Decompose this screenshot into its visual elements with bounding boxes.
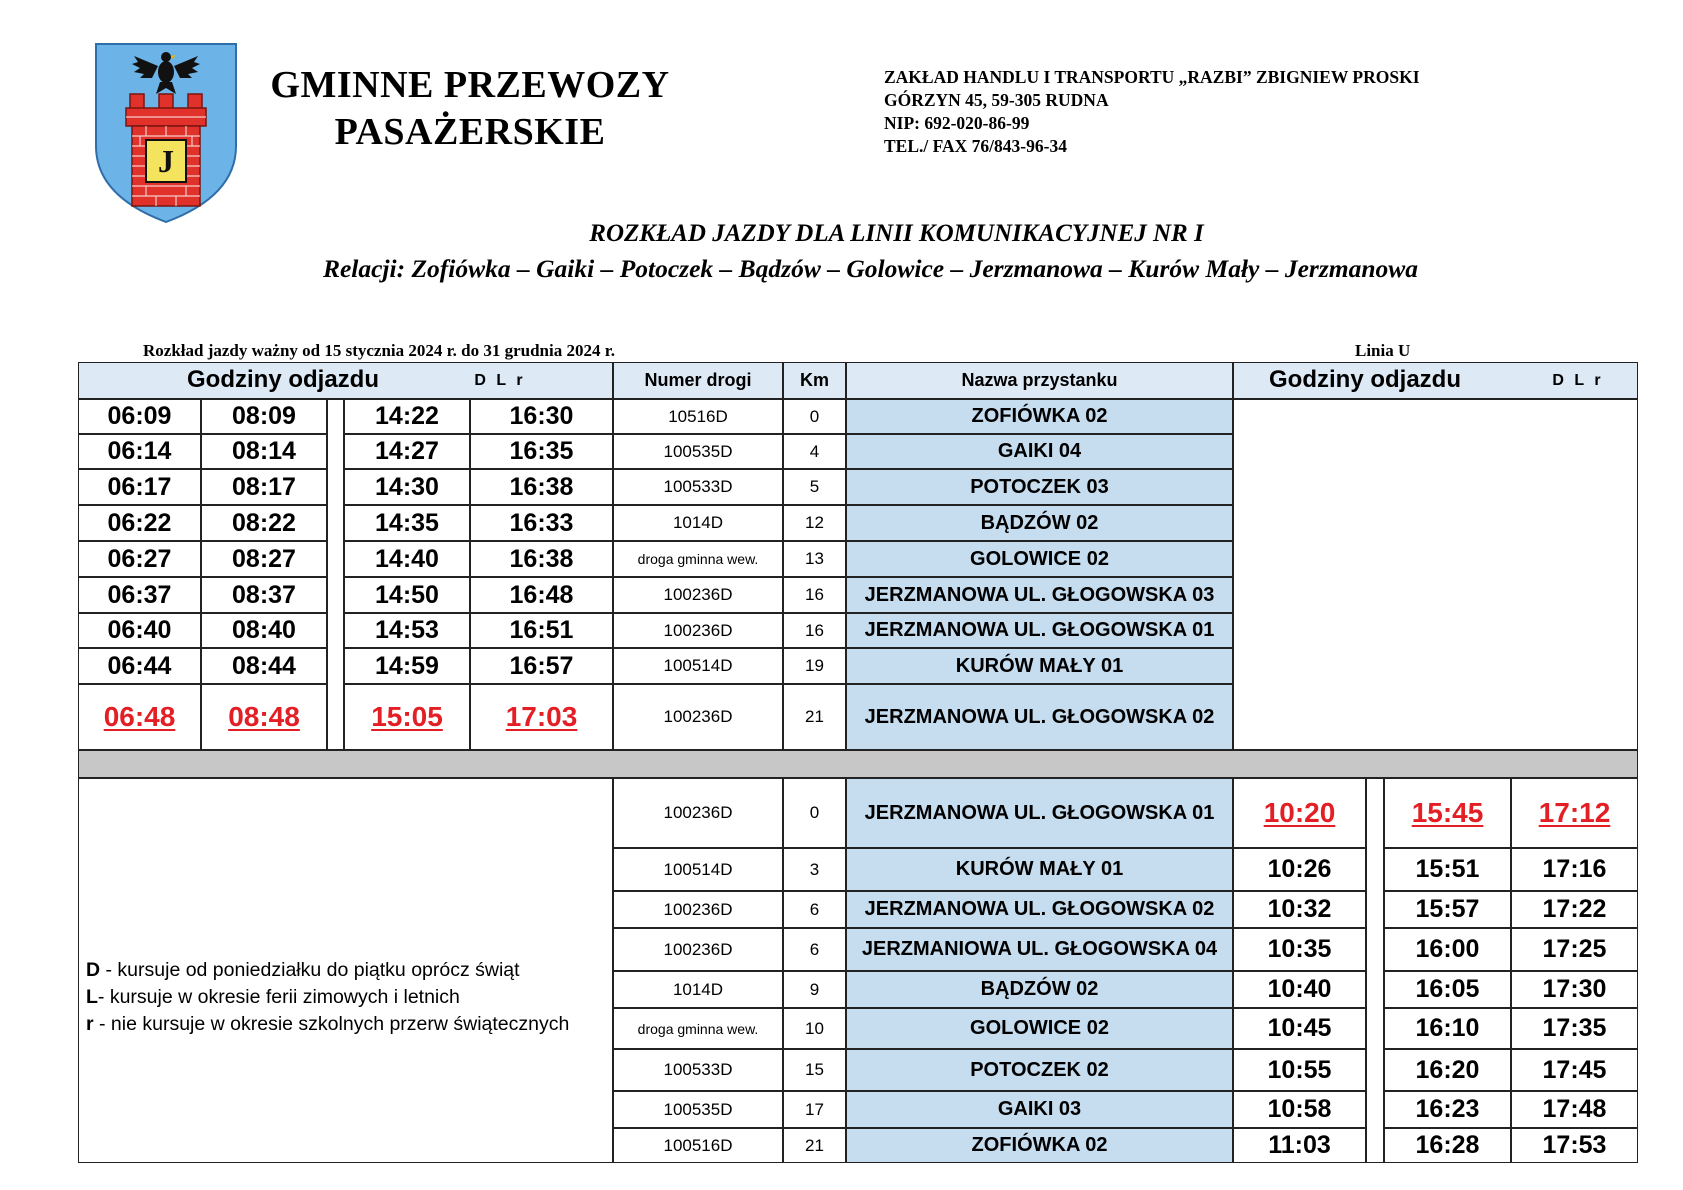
road-number: 100236D	[613, 928, 783, 971]
km-value: 19	[783, 648, 846, 684]
departure-time: 16:35	[470, 434, 613, 469]
road-number: 1014D	[613, 971, 783, 1008]
company-info	[884, 66, 1420, 158]
road-number: 100236D	[613, 684, 783, 750]
road-number: 100533D	[613, 469, 783, 505]
departure-time: 08:44	[201, 648, 327, 684]
legend-key: L	[86, 986, 98, 1008]
km-value: 4	[783, 434, 846, 469]
road-number: 100533D	[613, 1049, 783, 1091]
stop-name: JERZMANIOWA UL. GŁOGOWSKA 04	[846, 928, 1233, 971]
km-value: 13	[783, 541, 846, 577]
company-line: ZAKŁAD HANDLU I TRANSPORTU „RAZBI” ZBIGNIEW PROSKI	[884, 67, 1420, 87]
legend-text: - kursuje w okresie ferii zimowych i letnich	[97, 986, 460, 1008]
stop-name: ZOFIÓWKA 02	[846, 399, 1233, 434]
departure-time: 08:48	[201, 684, 327, 750]
departure-time: 17:48	[1511, 1091, 1638, 1128]
route-relation: Relacji: Zofiówka – Gaiki – Potoczek – Bądzów – Golowice – Jerzmanowa – Kurów Mały – Jerzmanowa	[322, 254, 1419, 283]
road-number: 100236D	[613, 577, 783, 613]
departure-time: 10:20	[1233, 778, 1366, 848]
road-number: 100236D	[613, 778, 783, 848]
road-number: 100514D	[613, 848, 783, 891]
section-separator	[78, 750, 1638, 778]
departure-time: 10:58	[1233, 1091, 1366, 1128]
legend-item	[86, 1011, 569, 1038]
road-number: 100236D	[613, 613, 783, 648]
departure-time: 06:44	[78, 648, 201, 684]
departure-time: 16:28	[1384, 1128, 1511, 1163]
stop-name: JERZMANOWA UL. GŁOGOWSKA 03	[846, 577, 1233, 613]
departure-time: 16:51	[470, 613, 613, 648]
km-value: 17	[783, 1091, 846, 1128]
departure-time: 08:37	[201, 577, 327, 613]
departure-time: 06:09	[78, 399, 201, 434]
legend-item	[86, 984, 569, 1011]
departure-time: 16:30	[470, 399, 613, 434]
org-title	[250, 62, 690, 156]
svg-text:J: J	[158, 143, 174, 179]
road-number: 100516D	[613, 1128, 783, 1163]
departure-time: 17:12	[1511, 778, 1638, 848]
departure-time: 16:10	[1384, 1008, 1511, 1049]
road-number: 100535D	[613, 1091, 783, 1128]
road-number: droga gminna wew.	[613, 541, 783, 577]
company-line: NIP: 692-020-86-99	[884, 113, 1030, 133]
km-value: 3	[783, 848, 846, 891]
departure-time: 10:32	[1233, 891, 1366, 928]
schedule-title: ROZKŁAD JAZDY DLA LINII KOMUNIKACYJNEJ NR I	[589, 220, 1204, 247]
departure-time: 08:22	[201, 505, 327, 541]
departure-time: 15:51	[1384, 848, 1511, 891]
departure-time: 17:35	[1511, 1008, 1638, 1049]
stop-name: JERZMANOWA UL. GŁOGOWSKA 02	[846, 891, 1233, 928]
km-value: 0	[783, 399, 846, 434]
km-value: 21	[783, 684, 846, 750]
departure-time: 06:48	[78, 684, 201, 750]
departure-time: 16:38	[470, 541, 613, 577]
departure-time: 17:22	[1511, 891, 1638, 928]
empty-return-area	[1233, 399, 1638, 750]
departure-time: 08:27	[201, 541, 327, 577]
departure-time: 15:57	[1384, 891, 1511, 928]
legend-text: - kursuje od poniedziałku do piątku oprócz świąt	[100, 959, 520, 981]
km-value: 12	[783, 505, 846, 541]
stop-name: BĄDZÓW 02	[846, 505, 1233, 541]
departure-time: 14:27	[344, 434, 470, 469]
departure-time: 17:03	[470, 684, 613, 750]
stop-name: BĄDZÓW 02	[846, 971, 1233, 1008]
legend-key: D	[86, 959, 101, 981]
km-value: 0	[783, 778, 846, 848]
validity-period: Rozkład jazdy ważny od 15 stycznia 2024 r. do 31 grudnia 2024 r.	[143, 341, 615, 360]
departure-time: 14:35	[344, 505, 470, 541]
km-value: 15	[783, 1049, 846, 1091]
departure-time: 16:57	[470, 648, 613, 684]
departure-time: 10:40	[1233, 971, 1366, 1008]
departure-time: 14:53	[344, 613, 470, 648]
departure-time: 17:53	[1511, 1128, 1638, 1163]
departure-time: 06:22	[78, 505, 201, 541]
departure-time: 16:00	[1384, 928, 1511, 971]
stop-name: GOLOWICE 02	[846, 1008, 1233, 1049]
departure-time: 10:45	[1233, 1008, 1366, 1049]
stop-name: KURÓW MAŁY 01	[846, 648, 1233, 684]
header-road-number: Numer drogi	[613, 362, 783, 399]
departure-time: 15:45	[1384, 778, 1511, 848]
departure-time: 14:22	[344, 399, 470, 434]
departure-time: 17:30	[1511, 971, 1638, 1008]
departure-time: 16:20	[1384, 1049, 1511, 1091]
departure-time: 17:25	[1511, 928, 1638, 971]
departure-time: 06:37	[78, 577, 201, 613]
column-spacer	[1366, 778, 1384, 1163]
header-dlr-left: D L r	[474, 372, 526, 389]
header-km: Km	[783, 362, 846, 399]
km-value: 16	[783, 613, 846, 648]
stop-name: KURÓW MAŁY 01	[846, 848, 1233, 891]
legend-text: - nie kursuje w okresie szkolnych przerw świątecznych	[93, 1013, 570, 1035]
km-value: 6	[783, 928, 846, 971]
km-value: 5	[783, 469, 846, 505]
departure-time: 08:09	[201, 399, 327, 434]
legend-item	[86, 957, 569, 984]
road-number: 100535D	[613, 434, 783, 469]
header-departures-right-label: Godziny odjazdu	[1269, 366, 1461, 393]
departure-time: 17:45	[1511, 1049, 1638, 1091]
road-number: 100514D	[613, 648, 783, 684]
departure-time: 14:50	[344, 577, 470, 613]
line-label: Linia U	[1355, 341, 1411, 360]
departure-time: 06:27	[78, 541, 201, 577]
departure-time: 10:26	[1233, 848, 1366, 891]
stop-name: GOLOWICE 02	[846, 541, 1233, 577]
stop-name: POTOCZEK 03	[846, 469, 1233, 505]
stop-name: JERZMANOWA UL. GŁOGOWSKA 01	[846, 778, 1233, 848]
departure-time: 11:03	[1233, 1128, 1366, 1163]
stop-name: GAIKI 03	[846, 1091, 1233, 1128]
municipal-crest-logo	[94, 42, 238, 224]
departure-time: 16:05	[1384, 971, 1511, 1008]
road-number: 10516D	[613, 399, 783, 434]
km-value: 21	[783, 1128, 846, 1163]
departure-time: 08:17	[201, 469, 327, 505]
header-departures-left-label: Godziny odjazdu	[187, 366, 379, 393]
departure-time: 17:16	[1511, 848, 1638, 891]
company-line: GÓRZYN 45, 59-305 RUDNA	[884, 90, 1109, 110]
departure-time: 15:05	[344, 684, 470, 750]
stop-name: GAIKI 04	[846, 434, 1233, 469]
departure-time: 10:55	[1233, 1049, 1366, 1091]
header-dlr-right: D L r	[1552, 372, 1604, 389]
departure-time: 06:14	[78, 434, 201, 469]
stop-name: ZOFIÓWKA 02	[846, 1128, 1233, 1163]
org-title-line1: GMINNE PRZEWOZY	[270, 64, 670, 106]
stop-name: JERZMANOWA UL. GŁOGOWSKA 01	[846, 613, 1233, 648]
km-value: 6	[783, 891, 846, 928]
departure-time: 14:30	[344, 469, 470, 505]
km-value: 10	[783, 1008, 846, 1049]
departure-time: 14:40	[344, 541, 470, 577]
company-line: TEL./ FAX 76/843-96-34	[884, 136, 1067, 156]
stop-name: JERZMANOWA UL. GŁOGOWSKA 02	[846, 684, 1233, 750]
departure-time: 06:17	[78, 469, 201, 505]
legend	[86, 957, 569, 1038]
departure-time: 08:40	[201, 613, 327, 648]
departure-time: 16:48	[470, 577, 613, 613]
road-number: 1014D	[613, 505, 783, 541]
km-value: 16	[783, 577, 846, 613]
road-number: droga gminna wew.	[613, 1008, 783, 1049]
departure-time: 16:33	[470, 505, 613, 541]
departure-time: 16:38	[470, 469, 613, 505]
km-value: 9	[783, 971, 846, 1008]
departure-time: 10:35	[1233, 928, 1366, 971]
legend-key: r	[86, 1013, 94, 1035]
header-stop-name: Nazwa przystanku	[846, 362, 1233, 399]
departure-time: 14:59	[344, 648, 470, 684]
departure-time: 08:14	[201, 434, 327, 469]
road-number: 100236D	[613, 891, 783, 928]
column-spacer	[327, 399, 344, 750]
stop-name: POTOCZEK 02	[846, 1049, 1233, 1091]
org-title-line2: PASAŻERSKIE	[334, 111, 606, 153]
departure-time: 06:40	[78, 613, 201, 648]
departure-time: 16:23	[1384, 1091, 1511, 1128]
